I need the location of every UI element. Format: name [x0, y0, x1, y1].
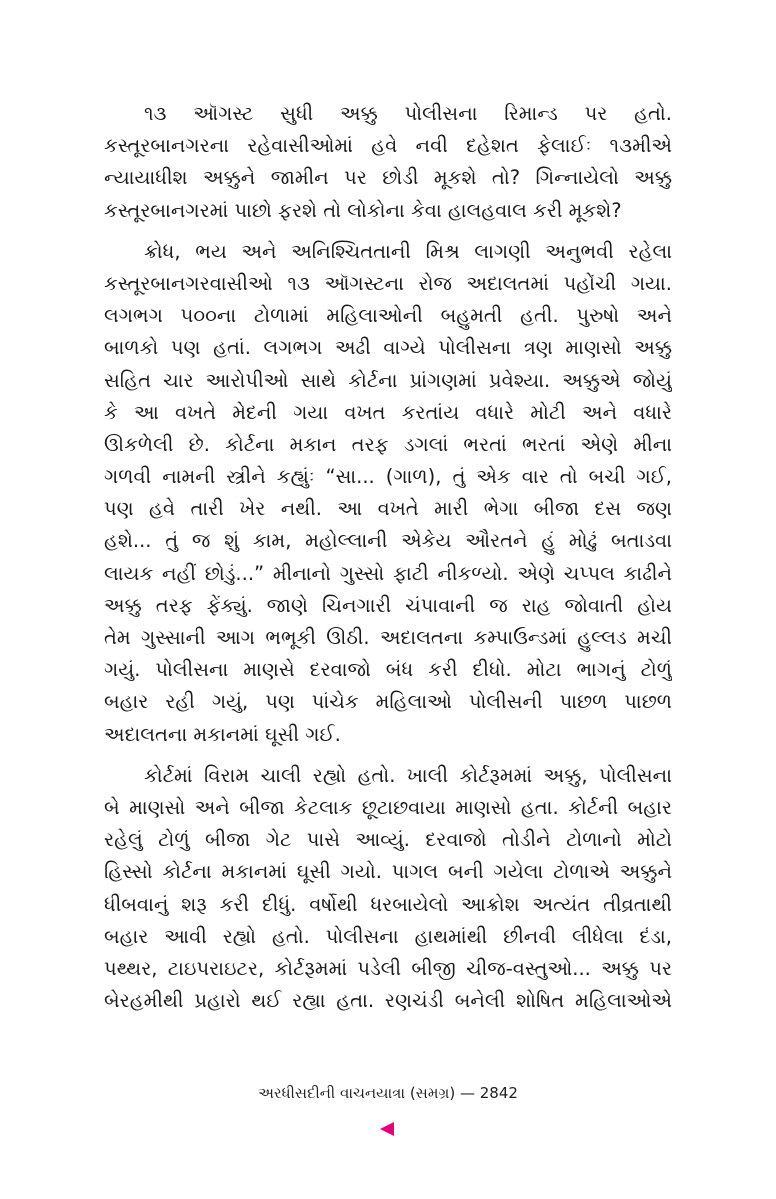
text-line: રહેલું ટોળું બીજા ગેટ પાસે આવ્યું. દરવાજો તોડીને ટોળાનો મોટો	[104, 828, 672, 852]
paragraph-3	[104, 760, 672, 1018]
text-line: સહિત ચાર આરોપીઓ સાથે કોર્ટના પ્રાંગણમાં પ્રવેશ્યા. અક્કુએ જોયું	[104, 368, 672, 392]
text-line: કસ્તૂરબાનગરવાસીઓ ૧૩ ઑગસ્ટના રોજ અદાલતમાં પહોંચી ગયા.	[104, 271, 672, 295]
text-line: ક્રોધ, ભય અને અનિશ્ચિતતાની મિશ્ર લાગણી અનુભવી રહેલા	[144, 239, 672, 263]
text-line: ગળવી નામની સ્ત્રીને કહ્યુંઃ “સા... (ગાળ), તું એક વાર તો બચી ગઈ,	[104, 465, 672, 489]
paragraph-2	[104, 236, 672, 751]
text-line: ઊકળેલી છે. કોર્ટના મકાન તરફ ડગલાં ભરતાં ભરતાં એણે મીના	[104, 432, 672, 456]
paragraph-1	[104, 98, 672, 227]
text-line: લાયક નહીં છોડું...” મીનાનો ગુસ્સો ફાટી નીકળ્યો. એણે ચપ્પલ કાઢીને	[104, 561, 672, 585]
previous-page-arrow-icon[interactable]	[380, 1122, 394, 1136]
text-line: પથ્થર, ટાઇપરાઇટર, કોર્ટરૂમમાં પડેલી બીજી ચીજ-વસ્તુઓ... અક્કુ પર	[104, 956, 672, 980]
text-line: કોર્ટમાં વિરામ ચાલી રહ્યો હતો. ખાલી કોર્ટરૂમમાં અક્કુ, પોલીસના	[144, 763, 672, 787]
text-line: કે આ વખતે મેદની ગયા વખત કરતાંય વધારે મોટી અને વધારે	[104, 400, 672, 424]
text-line: બહાર આવી રહ્યો હતો. પોલીસના હાથમાંથી છીનવી લીધેલા દંડા,	[104, 924, 672, 948]
text-line: હશે... તું જ શું કામ, મહોલ્લાની એકેય ઔરતને હું મોઢું બતાડવા	[104, 529, 672, 553]
text-line: લગભગ ૫૦૦ના ટોળામાં મહિલાઓની બહુમતી હતી. પુરુષો અને	[104, 304, 672, 328]
text-line: અક્કુ તરફ ફેંક્યું. જાણે ચિનગારી ચંપાવાની જ રાહ જોવાતી હોય	[104, 593, 672, 617]
text-line: ગયું. પોલીસના માણસે દરવાજો બંધ કરી દીધો. મોટા ભાગનું ટોળું	[104, 658, 672, 682]
text-line: ધીબવાનું શરૂ કરી દીધું. વર્ષોથી ધરબાયેલો આક્રોશ અત્યંત તીવ્રતાથી	[104, 892, 672, 916]
text-line: હિસ્સો કોર્ટના મકાનમાં ઘૂસી ગયો. પાગલ બની ગયેલા ટોળાએ અક્કુને	[104, 860, 672, 884]
text-line: અદાલતના મકાનમાં ઘૂસી ગઈ.	[104, 722, 341, 746]
text-line: બાળકો પણ હતાં. લગભગ અઢી વાગ્યે પોલીસના ત્રણ માણસો અક્કુ	[104, 336, 672, 360]
text-line: તેમ ગુસ્સાની આગ ભભૂકી ઊઠી. અદાલતના કમ્પાઉન્ડમાં હુલ્લડ મચી	[104, 626, 672, 649]
text-line: પણ હવે તારી ખેર નથી. આ વખતે મારી ભેગા બીજા દસ જણ	[104, 497, 672, 521]
text-line: બે માણસો અને બીજા કેટલાક છૂટાછવાયા માણસો હતા. કોર્ટની બહાર	[104, 795, 672, 819]
text-line: ૧૩ ઑગસ્ટ સુધી અક્કુ પોલીસના રિમાન્ડ પર હતો.	[144, 102, 672, 125]
text-line: કસ્તૂરબાનગરના રહેવાસીઓમાં હવે નવી દહેશત ફેલાઈઃ ૧૩મીએ	[104, 134, 672, 158]
page-body	[104, 98, 672, 1026]
text-line: કસ્તૂરબાનગરમાં પાછો ફરશે તો લોકોના કેવા હાલહવાલ કરી મૂકશે?	[104, 198, 622, 222]
text-line: બહાર રહી ગયું, પણ પાંચેક મહિલાઓ પોલીસની પાછળ પાછળ	[104, 690, 672, 714]
text-line: બેરહમીથી પ્રહારો થઈ રહ્યા હતા. રણચંડી બનેલી શોષિત મહિલાઓએ	[104, 989, 672, 1013]
text-line: ન્યાયાધીશ અક્કુને જામીન પર છોડી મૂકશે તો? ગિન્નાયેલો અક્કુ	[104, 166, 672, 190]
page-footer: અરધીસદીની વાચનયાત્રા (સમગ્ર) — 2842	[258, 1084, 518, 1102]
